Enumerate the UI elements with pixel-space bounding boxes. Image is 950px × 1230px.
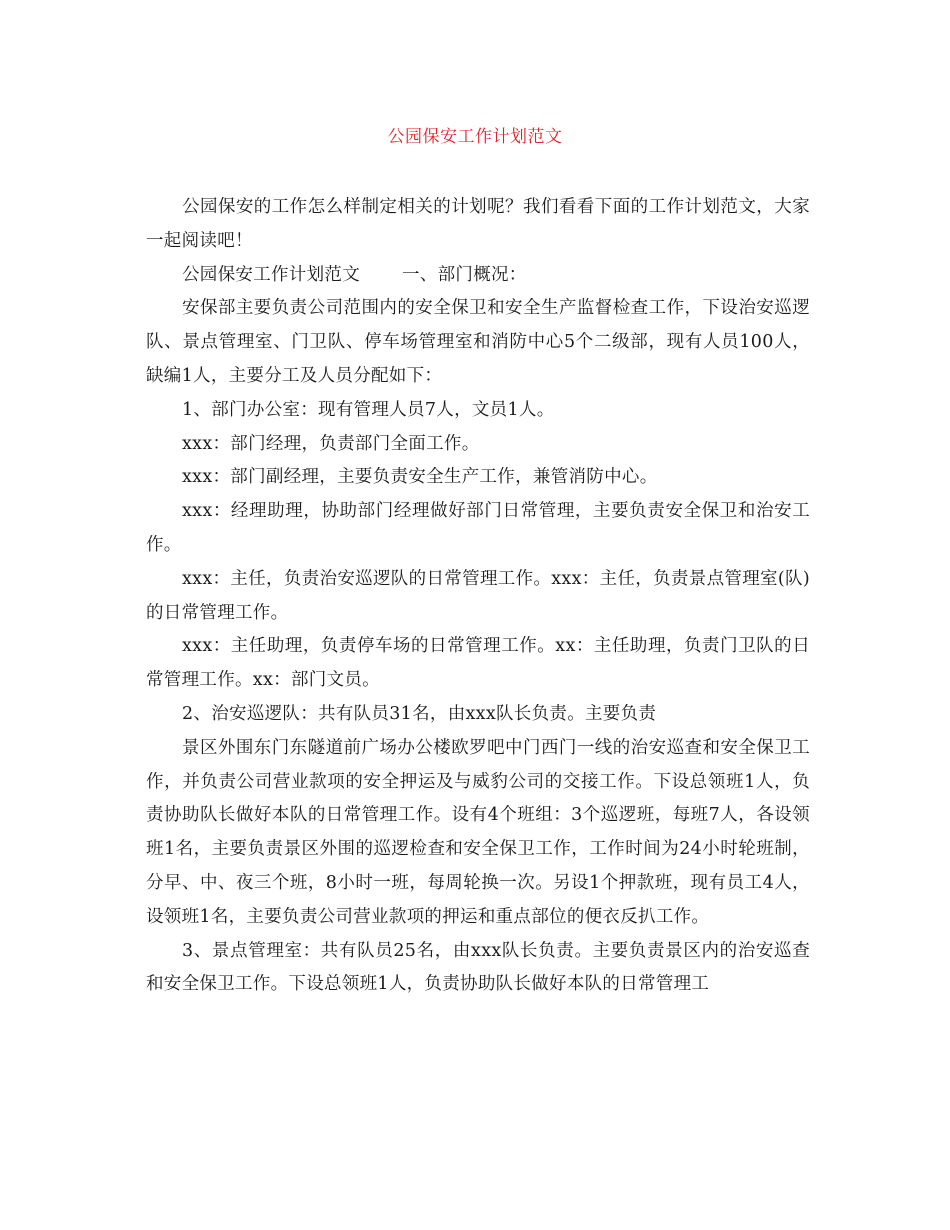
overview-paragraph: 安保部主要负责公司范围内的安全保卫和安全生产监督检查工作，下设治安巡逻队、景点管理室、门卫队、停车场管理室和消防中心5个二级部，现有人员100人，缺编1人，主要分工及人员分配如下： (146, 298, 810, 386)
intro-paragraph: 公园保安的工作怎么样制定相关的计划呢？我们看看下面的工作计划范文，大家一起阅读吧！ (146, 197, 810, 251)
director-paragraph: xxx：主任，负责治安巡逻队的日常管理工作。xxx：主任，负责景点管理室(队)的日常管理工作。 (146, 568, 810, 623)
document-body (146, 191, 810, 1002)
director-assistant-paragraph: xxx：主任助理，负责停车场的日常管理工作。xx：主任助理，负责门卫队的日常管理工作。xx：部门文员。 (146, 636, 810, 691)
patrol-duties-paragraph: 景区外围东门东隧道前广场办公楼欧罗吧中门西门一线的治安巡查和安全保卫工作，并负责公司营业款项的安全押运及与威豹公司的交接工作。下设总领班1人，负责协助队长做好本队的日常管理工作。设有4个班组：3个巡逻班，每班7人，各设领班1名，主要负责景区外围的巡逻检查和安全保卫工作，工作时间为24小时轮班制，分早、中、夜三个班，8小时一班，每周轮换一次。另设1个押款班，现有员工4人，设领班1名，主要负责公司营业款项的押运和重点部位的便衣反扒工作。 (146, 737, 810, 927)
scenic-management-paragraph: 3、景点管理室：共有队员25名，由xxx队长负责。主要负责景区内的治安巡查和安全保卫工作。下设总领班1人，负责协助队长做好本队的日常管理工 (146, 940, 810, 995)
patrol-team-paragraph: 2、治安巡逻队：共有队员31名，由xxx队长负责。主要负责 (182, 703, 657, 724)
assistant-manager-paragraph: xxx：经理助理，协助部门经理做好部门日常管理，主要负责安全保卫和治安工作。 (146, 501, 810, 555)
heading-line-right: 一、部门概况： (402, 264, 527, 285)
heading-line-left: 公园保安工作计划范文 (182, 264, 360, 285)
office-paragraph: 1、部门办公室：现有管理人员7人，文员1人。 (182, 399, 555, 420)
section-heading-line (146, 259, 810, 293)
deputy-manager-paragraph: xxx：部门副经理，主要负责安全生产工作，兼管消防中心。 (182, 467, 658, 488)
manager-paragraph: xxx：部门经理，负责部门全面工作。 (182, 433, 480, 454)
document-title: 公园保安工作计划范文 (387, 127, 563, 147)
